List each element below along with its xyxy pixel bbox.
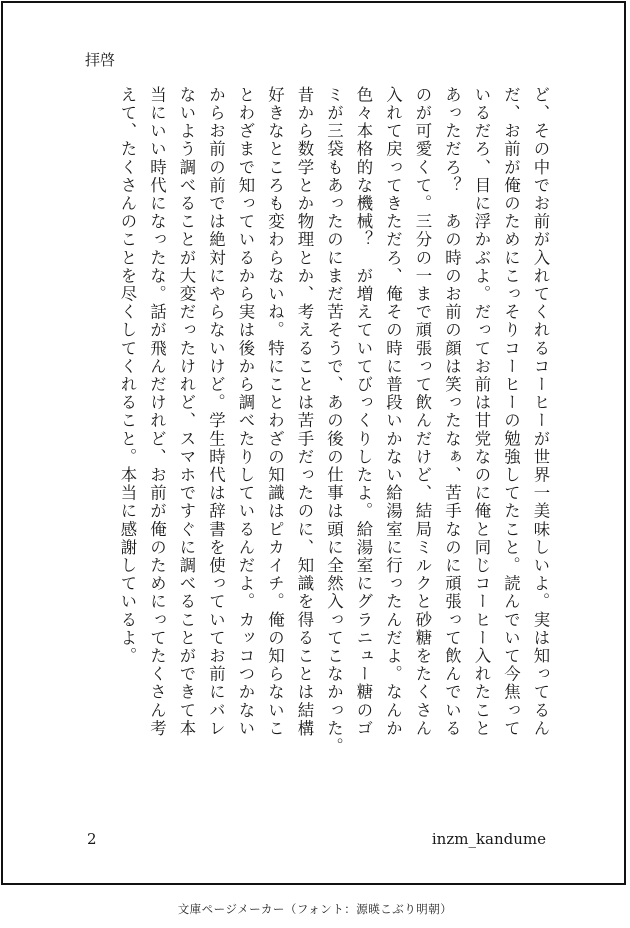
body-line: 好きなところも変わらないね。特にことわざの知識はピカイチ。俺の知らないこ xyxy=(265,86,285,738)
body-line: えて、たくさんのことを尽くしてくれること。本当に感謝しているよ。 xyxy=(118,86,137,666)
body-line: 昔から数学とか物理とか、考えることは苦手だったのに、知識を得ることは結構 xyxy=(295,86,314,738)
body-line: いるだろ、目に浮かぶよ。だってお前は甘党なのに俺と同じコーヒー入れたこと xyxy=(472,86,491,738)
body-line: ないよう調べることが大変だったけれど、スマホですぐに調べることができて本 xyxy=(177,86,196,738)
body-line: だ、お前が俺のためにこっそりコーヒーの勉強してたこと。読んでいて今焦って xyxy=(501,86,521,738)
body-line: ミが三袋もあったのにまだ苦そうで、あの後の仕事は頭に全然入ってこなかった。 xyxy=(324,86,344,756)
author-name: inzm_kandume xyxy=(431,830,546,848)
body-text xyxy=(83,86,555,766)
body-line: 色々本格的な機械？ が増えていてびっくりしたよ。給湯室にグラニュー糖のゴ xyxy=(354,86,373,738)
footer-credit: 文庫ページメーカー（フォント：源暎こぶり明朝） xyxy=(177,902,453,916)
body-line: ど、その中でお前が入れてくれるコーヒーが世界一美味しいよ。実は知ってるん xyxy=(531,86,550,738)
running-head-title: 拝啓 xyxy=(85,51,116,69)
page-frame xyxy=(1,1,626,885)
body-line: 入れて戻ってきただろ、俺その時に普段いかない給湯室に行ったんだよ。なんか xyxy=(383,86,403,738)
body-line: のが可愛くて。三分の一まで頑張って飲んだけど、結局ミルクと砂糖をたくさん xyxy=(413,86,432,738)
body-line: あっただろ？ あの時のお前の顔は笑ったなぁ、苦手なのに頑張って飲んでいる xyxy=(442,86,462,738)
page-number: 2 xyxy=(87,830,97,848)
body-line: からお前の前では絶対にやらないけど。学生時代は辞書を使っていてお前にバレ xyxy=(206,86,226,738)
body-line: とわざまで知っているから実は後から調べたりしているんだよ。カッコつかない xyxy=(236,86,255,738)
body-line: 当にいい時代になったな。話が飛んだけれど、お前が俺のためにってたくさん考 xyxy=(147,86,167,738)
